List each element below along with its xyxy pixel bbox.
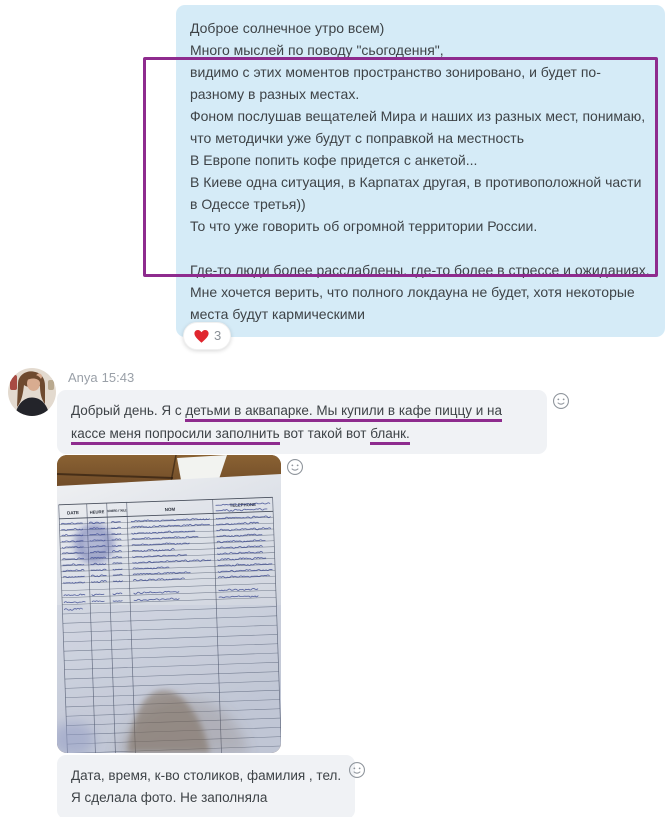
- message-paragraph: Много мыслей по поводу "сьогодення",: [190, 42, 444, 58]
- message-line: Дата, время, к-во столиков, фамилия , тел.: [71, 768, 342, 783]
- morning-message-text: [190, 17, 651, 325]
- incoming-message-morning[interactable]: [176, 5, 665, 343]
- underlined-phrase: бланк.: [370, 426, 410, 445]
- reaction-count: 3: [214, 328, 222, 343]
- avatar[interactable]: [8, 368, 56, 416]
- caption-message-text: [71, 765, 341, 809]
- incoming-message-caption[interactable]: [57, 755, 355, 817]
- message-paragraph: Фоном послушав вещателей Мира и наших из разных мест, понимаю, что методички уже будут с поправкой на местность: [190, 108, 646, 146]
- message-paragraph: Где-то люди более расслаблены, где-то более в стрессе и ожиданиях.: [190, 262, 650, 278]
- message-paragraph: видимо с этих моментов пространство зонировано, и будет по-разному в разных местах.: [190, 64, 601, 102]
- message-paragraph: В Киеве одна ситуация, в Карпатах другая, в противоположной части в Одессе третья)): [190, 174, 642, 212]
- anya-message-text: [71, 399, 533, 445]
- heart-icon: [193, 328, 210, 344]
- message-meta: [68, 370, 138, 385]
- form-column-telephone: TELEPHONE: [229, 501, 257, 508]
- message-paragraph: То что уже говорить об огромной территории России.: [190, 218, 538, 234]
- smiley-icon: [285, 457, 305, 477]
- form-column-date: DATE: [66, 510, 80, 516]
- form-column-heure: HEURE: [89, 509, 105, 515]
- text-segment: Добрый день. Я с: [71, 403, 186, 418]
- message-paragraph: [190, 237, 651, 259]
- heart-reaction[interactable]: [183, 322, 231, 350]
- message-time: 15:43: [101, 370, 135, 385]
- reaction-hover-button[interactable]: [285, 457, 305, 477]
- reaction-hover-button[interactable]: [347, 760, 367, 780]
- photo-message[interactable]: [57, 455, 281, 753]
- reaction-hover-button[interactable]: [551, 391, 571, 411]
- underlined-phrase: детьми в аквапарке. Мы купили в кафе пиццу и на кассе меня попросили заполнить: [71, 403, 502, 445]
- message-paragraph: В Европе попить кофе придется с анкетой...: [190, 152, 478, 168]
- avatar-photo: [8, 368, 56, 416]
- message-paragraph: Доброе солнечное утро всем): [190, 20, 385, 36]
- form-photo-image: [57, 455, 281, 753]
- text-segment: вот такой вот: [279, 426, 371, 441]
- smiley-icon: [347, 760, 367, 780]
- author-name: Anya: [68, 370, 98, 385]
- form-column-nom: NOM: [164, 506, 176, 513]
- incoming-message-anya[interactable]: [57, 390, 547, 454]
- form-column-nombre: NOMBRE A TABLE: [107, 508, 136, 514]
- message-line: Я сделала фото. Не заполняла: [71, 790, 268, 805]
- smiley-icon: [551, 391, 571, 411]
- message-paragraph: Мне хочется верить, что полного локдауна не будет, хотя некоторые места будут кармическими: [190, 284, 635, 322]
